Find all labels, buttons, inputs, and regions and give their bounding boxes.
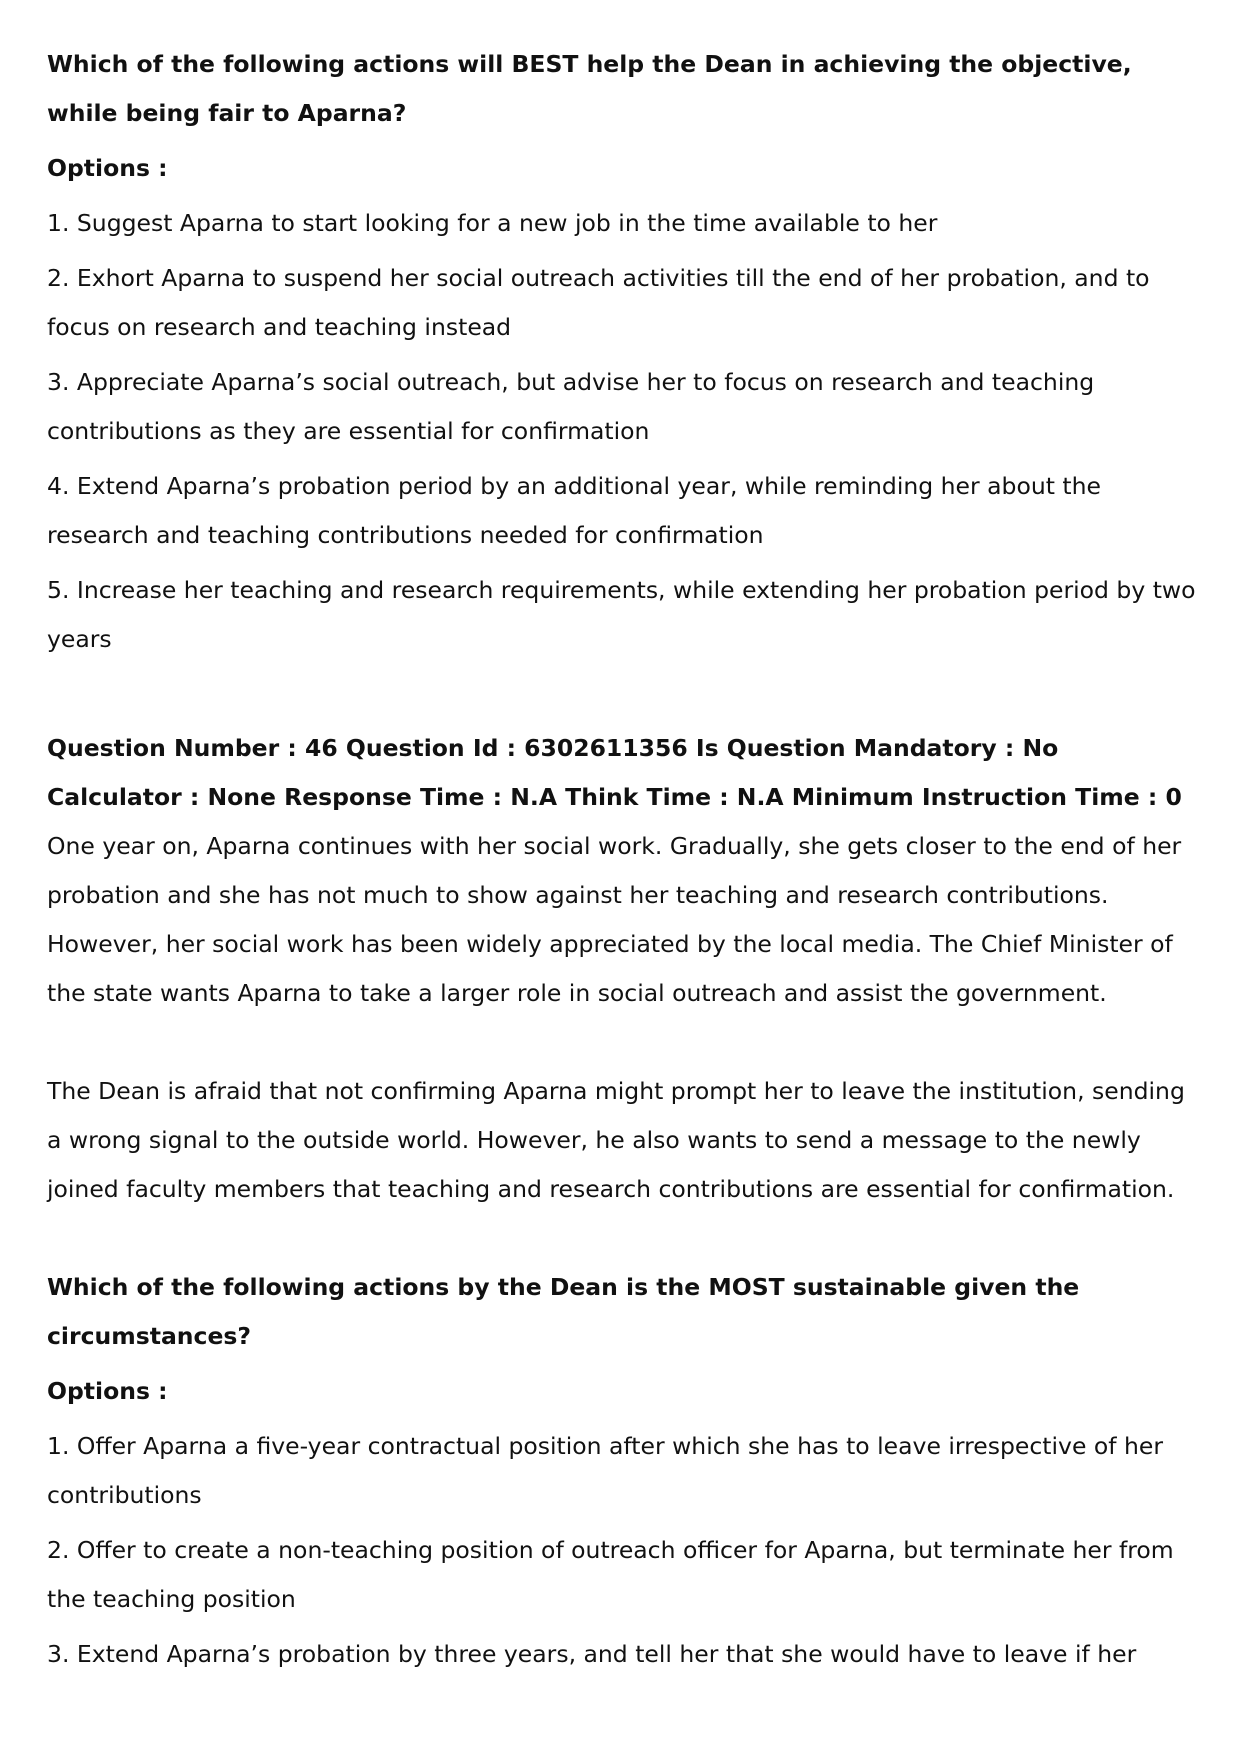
option-item: 2. Offer to create a non-teaching position of outreach officer for Aparna, but terminate her from the teaching position — [47, 1536, 1174, 1613]
question-text: Which of the following actions by the Dean is the MOST sustainable given the circumstances? — [47, 1273, 1080, 1350]
options-label: Options : — [47, 154, 168, 182]
question-header: Question Number : 46 Question Id : 6302611356 Is Question Mandatory : No Calculator : None Response Time : N.A Think Time : N.A Minimum Instruction Time : 0 — [47, 734, 1182, 811]
options-label: Options : — [47, 1377, 168, 1405]
option-item: 2. Exhort Aparna to suspend her social outreach activities till the end of her probation, and to focus on research and teaching instead — [47, 264, 1150, 341]
option-item: 1. Offer Aparna a five-year contractual position after which she has to leave irrespective of her contributions — [47, 1432, 1164, 1509]
option-item: 3. Appreciate Aparna’s social outreach, but advise her to focus on research and teaching contributions as they are essential for confirmation — [47, 368, 1095, 445]
passage-paragraph: The Dean is afraid that not confirming Aparna might prompt her to leave the institution, sending a wrong signal to the outside world. However, he also wants to send a message to the newly joined faculty members that teaching and research contributions are essential for confirmation. — [47, 1077, 1185, 1203]
option-item: 3. Extend Aparna’s probation by three years, and tell her that she would have to leave if her — [47, 1640, 1137, 1668]
passage-paragraph: One year on, Aparna continues with her social work. Gradually, she gets closer to the end of her probation and she has not much to show against her teaching and research contributions. However, her social work has been widely appreciated by the local media. The Chief Minister of the state wants Aparna to take a larger role in social outreach and assist the government. — [47, 832, 1182, 1007]
question-text: Which of the following actions will BEST help the Dean in achieving the objective, while being fair to Aparna? — [47, 50, 1132, 127]
option-item: 4. Extend Aparna’s probation period by an additional year, while reminding her about the research and teaching contributions needed for confirmation — [47, 472, 1101, 549]
option-item: 1. Suggest Aparna to start looking for a new job in the time available to her — [47, 209, 938, 237]
option-item: 5. Increase her teaching and research requirements, while extending her probation period by two years — [47, 576, 1196, 653]
